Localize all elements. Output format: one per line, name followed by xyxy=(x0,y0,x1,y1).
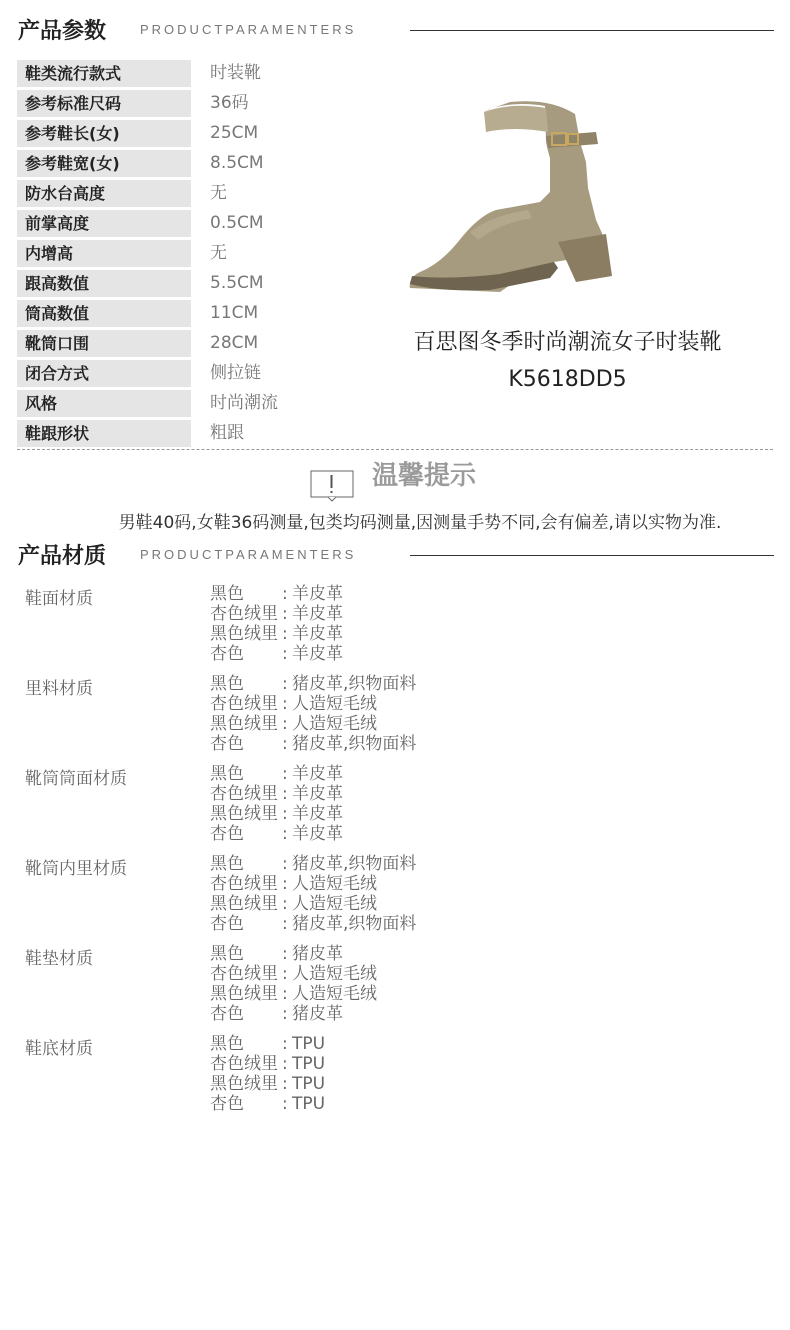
param-value: 36码 xyxy=(210,93,249,113)
param-label: 闭合方式 xyxy=(17,360,191,387)
material-line xyxy=(210,734,417,754)
colon-separator: : xyxy=(282,784,288,804)
material-value: 羊皮革 xyxy=(292,584,343,604)
material-value: 羊皮革 xyxy=(292,624,343,644)
material-label: 鞋面材质 xyxy=(25,589,93,609)
material-color: 黑色绒里 xyxy=(210,804,278,824)
param-row xyxy=(17,120,317,150)
colon-separator: : xyxy=(282,714,288,734)
section-header-params xyxy=(0,6,790,46)
param-label: 筒高数值 xyxy=(17,300,191,327)
material-line xyxy=(210,854,417,874)
material-line xyxy=(210,984,377,1004)
product-model: K5618DD5 xyxy=(508,367,627,392)
param-value: 28CM xyxy=(210,333,259,353)
dashed-divider xyxy=(17,449,773,450)
param-row xyxy=(17,180,317,210)
colon-separator: : xyxy=(282,804,288,824)
param-label: 鞋类流行款式 xyxy=(17,60,191,87)
colon-separator: : xyxy=(282,674,288,694)
material-value: 猪皮革,织物面料 xyxy=(292,674,417,694)
material-color: 杏色 xyxy=(210,734,244,754)
material-line xyxy=(210,1034,326,1054)
material-line xyxy=(210,784,343,804)
material-line xyxy=(210,694,377,714)
material-value: 人造短毛绒 xyxy=(292,894,377,914)
param-label: 参考鞋宽(女) xyxy=(17,150,191,177)
colon-separator: : xyxy=(282,854,288,874)
material-color: 杏色绒里 xyxy=(210,964,278,984)
material-line xyxy=(210,1074,326,1094)
material-value: 羊皮革 xyxy=(292,764,343,784)
material-color: 黑色 xyxy=(210,854,244,874)
colon-separator: : xyxy=(282,1054,288,1074)
material-line xyxy=(210,804,343,824)
colon-separator: : xyxy=(282,734,288,754)
param-value: 无 xyxy=(210,243,227,263)
material-color: 杏色绒里 xyxy=(210,1054,278,1074)
material-color: 黑色绒里 xyxy=(210,624,278,644)
material-value: TPU xyxy=(292,1054,326,1074)
colon-separator: : xyxy=(282,604,288,624)
param-label: 内增高 xyxy=(17,240,191,267)
material-value: 猪皮革,织物面料 xyxy=(292,854,417,874)
param-row xyxy=(17,90,317,120)
material-value: TPU xyxy=(292,1034,326,1054)
material-value: TPU xyxy=(292,1074,326,1094)
param-row xyxy=(17,210,317,240)
param-row xyxy=(17,240,317,270)
material-value: 人造短毛绒 xyxy=(292,694,377,714)
material-color: 黑色绒里 xyxy=(210,1074,278,1094)
material-color: 黑色 xyxy=(210,1034,244,1054)
material-label: 里料材质 xyxy=(25,679,93,699)
exclamation-bubble-icon xyxy=(310,470,354,502)
material-label: 靴筒内里材质 xyxy=(25,859,127,879)
param-label: 参考标准尺码 xyxy=(17,90,191,117)
colon-separator: : xyxy=(282,1034,288,1054)
param-label: 鞋跟形状 xyxy=(17,420,191,447)
material-value: 羊皮革 xyxy=(292,784,343,804)
material-color: 杏色绒里 xyxy=(210,694,278,714)
material-value: 人造短毛绒 xyxy=(292,714,377,734)
param-row xyxy=(17,360,317,390)
material-label: 靴筒筒面材质 xyxy=(25,769,127,789)
product-name: 百思图冬季时尚潮流女子时装靴 xyxy=(413,330,722,355)
material-color: 黑色 xyxy=(210,584,244,604)
material-line xyxy=(210,644,343,664)
tip-text: 男鞋40码,女鞋36码测量,包类均码测量,因测量手势不同,会有偏差,请以实物为准. xyxy=(118,513,722,533)
divider-line xyxy=(410,30,774,31)
section-header-materials xyxy=(0,531,790,571)
material-color: 杏色绒里 xyxy=(210,784,278,804)
param-label: 风格 xyxy=(17,390,191,417)
colon-separator: : xyxy=(282,874,288,894)
material-value: 猪皮革,织物面料 xyxy=(292,914,417,934)
colon-separator: : xyxy=(282,1074,288,1094)
material-line xyxy=(210,824,343,844)
section-subtitle: PRODUCTPARAMENTERS xyxy=(140,547,357,562)
colon-separator: : xyxy=(282,764,288,784)
section-title: 产品参数 xyxy=(18,19,107,44)
material-label: 鞋底材质 xyxy=(25,1039,93,1059)
material-line xyxy=(210,1094,326,1114)
material-color: 黑色 xyxy=(210,674,244,694)
param-value: 时尚潮流 xyxy=(210,393,278,413)
material-value: TPU xyxy=(292,1094,326,1114)
colon-separator: : xyxy=(282,1004,288,1024)
colon-separator: : xyxy=(282,694,288,714)
material-value: 羊皮革 xyxy=(292,604,343,624)
colon-separator: : xyxy=(282,984,288,1004)
colon-separator: : xyxy=(282,1094,288,1114)
material-color: 杏色 xyxy=(210,914,244,934)
param-row xyxy=(17,390,317,420)
material-line xyxy=(210,714,377,734)
material-color: 黑色绒里 xyxy=(210,984,278,1004)
param-label: 前掌高度 xyxy=(17,210,191,237)
param-row xyxy=(17,330,317,360)
param-value: 0.5CM xyxy=(210,213,264,233)
material-line xyxy=(210,584,343,604)
param-value: 25CM xyxy=(210,123,259,143)
material-color: 杏色 xyxy=(210,1004,244,1024)
param-value: 8.5CM xyxy=(210,153,264,173)
param-label: 跟高数值 xyxy=(17,270,191,297)
material-color: 杏色绒里 xyxy=(210,874,278,894)
material-value: 人造短毛绒 xyxy=(292,964,377,984)
material-line xyxy=(210,894,377,914)
param-label: 防水台高度 xyxy=(17,180,191,207)
material-value: 猪皮革,织物面料 xyxy=(292,734,417,754)
material-line xyxy=(210,674,417,694)
material-line xyxy=(210,764,343,784)
material-value: 人造短毛绒 xyxy=(292,874,377,894)
section-title: 产品材质 xyxy=(18,544,107,569)
material-color: 黑色绒里 xyxy=(210,714,278,734)
colon-separator: : xyxy=(282,894,288,914)
param-row xyxy=(17,270,317,300)
colon-separator: : xyxy=(282,644,288,664)
material-value: 羊皮革 xyxy=(292,824,343,844)
param-value: 无 xyxy=(210,183,227,203)
material-value: 人造短毛绒 xyxy=(292,984,377,1004)
material-color: 杏色 xyxy=(210,644,244,664)
material-color: 黑色绒里 xyxy=(210,894,278,914)
material-color: 杏色绒里 xyxy=(210,604,278,624)
colon-separator: : xyxy=(282,824,288,844)
divider-line xyxy=(410,555,774,556)
material-label: 鞋垫材质 xyxy=(25,949,93,969)
material-value: 猪皮革 xyxy=(292,1004,343,1024)
param-label: 参考鞋长(女) xyxy=(17,120,191,147)
param-row xyxy=(17,420,317,450)
tip-title: 温馨提示 xyxy=(372,461,477,491)
ankle-boot-photo xyxy=(400,92,620,302)
material-value: 猪皮革 xyxy=(292,944,343,964)
material-line xyxy=(210,944,343,964)
material-line xyxy=(210,624,343,644)
material-line xyxy=(210,1054,326,1074)
param-value: 粗跟 xyxy=(210,423,244,443)
param-value: 时装靴 xyxy=(210,63,261,83)
colon-separator: : xyxy=(282,914,288,934)
param-label: 靴筒口围 xyxy=(17,330,191,357)
material-value: 羊皮革 xyxy=(292,804,343,824)
material-value: 羊皮革 xyxy=(292,644,343,664)
material-line xyxy=(210,874,377,894)
material-line xyxy=(210,1004,343,1024)
material-line xyxy=(210,604,343,624)
section-subtitle: PRODUCTPARAMENTERS xyxy=(140,22,357,37)
colon-separator: : xyxy=(282,584,288,604)
material-line xyxy=(210,964,377,984)
material-color: 杏色 xyxy=(210,1094,244,1114)
material-line xyxy=(210,914,417,934)
material-color: 黑色 xyxy=(210,764,244,784)
params-table xyxy=(17,60,317,450)
param-value: 5.5CM xyxy=(210,273,264,293)
param-row xyxy=(17,300,317,330)
param-value: 11CM xyxy=(210,303,259,323)
colon-separator: : xyxy=(282,964,288,984)
colon-separator: : xyxy=(282,624,288,644)
colon-separator: : xyxy=(282,944,288,964)
material-color: 杏色 xyxy=(210,824,244,844)
param-row xyxy=(17,60,317,90)
param-row xyxy=(17,150,317,180)
material-color: 黑色 xyxy=(210,944,244,964)
param-value: 侧拉链 xyxy=(210,363,261,383)
